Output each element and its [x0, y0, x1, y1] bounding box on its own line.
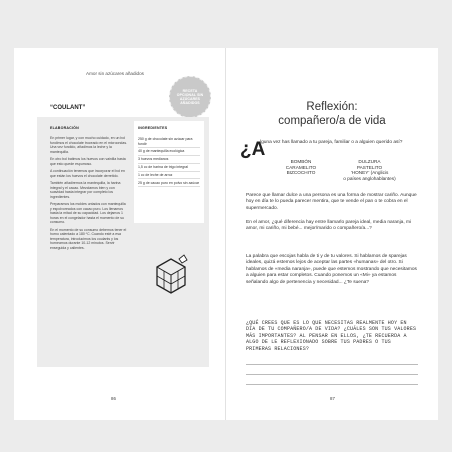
sweet-word: DULZURA [358, 159, 381, 164]
sweet-word: ‘HONEY’ (Anglicis [350, 170, 389, 175]
sweet-words-right [332, 159, 407, 181]
page-number: 87 [330, 396, 335, 401]
elaboration-paragraph: En primer lugar, y con mucho cuidado, en un bol fundimos el chocolate troceado en el microondas. Una vez fundido, añadimos la leche y la mantequilla. [50, 136, 128, 154]
answer-line [246, 364, 418, 365]
sugar-free-badge [169, 76, 211, 118]
elaboration-paragraph: En el momento de su consumo debemos tener el horno calentado a 180 ºC. Cuando esté a esa temperatura, introducimos los coulants y los horneamos durante 10-12 minutos. Servir enseguida y calientes. [50, 227, 127, 250]
book-spread [14, 48, 438, 420]
elaboration-paragraph: También añadiremos la mantequilla, la harina integral y el cacao. Mezclamos bien y con suavidad hasta integrar por completo los ingredientes. [50, 181, 121, 199]
recipe-box [37, 117, 209, 367]
left-page [14, 48, 226, 420]
answer-line [246, 374, 418, 375]
answer-line [246, 384, 418, 385]
badge-line: OPCIONAL SIN [176, 92, 204, 97]
sweet-word: BIZCOCHITO [286, 170, 316, 175]
sweet-word: PASTELITO [356, 164, 383, 170]
running-head: Amor sin azúcares añadidos [86, 71, 144, 76]
ingredient-item: 25 g de cacao puro en polvo sin azúcar [138, 179, 200, 187]
ingredient-item: 40 g de mantequilla ecológica [138, 148, 200, 156]
reflection-question: ¿QUÉ CREES QUE ES LO QUE NECESITAS REALMENTE HOY EN DÍA DE TU COMPAÑERO/A DE VIDA? ¿CUÁLES SON TUS VALORES MÁS IMPORTANTES? AL PENSAR EN ELLOS, ¿TE RECUERDA A ALGO DE LE REFLEXIONADO SOBRE TUS PADRES O TUS PRIMERAS RELACIONES? [246, 320, 417, 352]
lead-paragraph: lguna vez has llamado a tu pareja, familiar o a alguien querido así? [260, 140, 403, 145]
reflection-title [226, 101, 438, 128]
badge-line: AÑADIDOS [180, 101, 200, 106]
ingredients-list [138, 136, 200, 187]
badge-line: RECETA [182, 88, 198, 93]
ingredient-item: 1,5 cc de harina de trigo integral [138, 164, 200, 172]
body-paragraph: En el amor, ¿qué diferencia hay entre llamarlo pareja ideal, media naranja, mi amor, mi cariño, mi bebé... mejor/marido o compañero/a...? [246, 220, 412, 232]
elaboration-text [50, 136, 128, 253]
recipe-title: “COULANT” [50, 105, 86, 111]
elaboration-heading: ELABORACIÓN [50, 126, 79, 130]
badge-line: AZÚCARES [179, 97, 201, 101]
sweet-word: CARAMELITO [285, 164, 317, 170]
ingredients-heading: INGREDIENTES [138, 126, 168, 130]
title-line: compañero/a de vida [278, 114, 386, 127]
elaboration-paragraph: A continuación tenemos que incorporar el bol en que están los huevos el chocolate derretido. [50, 169, 125, 178]
sweet-words-left [266, 159, 336, 176]
right-page [226, 48, 438, 420]
sweet-word: BOMBÓN [290, 159, 312, 164]
ingredient-item: 3 huevos medianos [138, 156, 200, 164]
title-line: Reflexión: [306, 101, 358, 113]
chocolate-bar-icon [151, 253, 189, 297]
ingredient-item: 1 cc de leche de arroz [138, 172, 200, 180]
drop-cap: ¿A [240, 139, 266, 160]
body-paragraph: La palabra que escojas habla de ti y de tu valores. Si hablamos de sparejas ideales, quizá estemos lejos de aceptar las partes «humanas» del otro. Si hablamos de «media naranja», puede que estemos mostrando que necesitamos a alguien para estar completos. Cuando ponemos un «Mi» ya estamos señalando algo de pertenencia y necesidad... ¿Te suena? [246, 254, 417, 285]
sweet-word: o países anglohablantes) [343, 175, 396, 181]
ingredient-item: 250 g de chocolate sin azúcar para fundir [138, 136, 200, 148]
page-number: 86 [111, 396, 116, 401]
elaboration-paragraph: Preparamos los moldes untados con mantequilla y espolvoreados con cacao puro. Los llenamos hasta la mitad de su capacidad. Los dejamos 1 horas en el congelador hasta el momento de su consumo. [50, 202, 126, 224]
elaboration-paragraph: En otro bol batimos los huevos con vainilla hasta que esto quede espumoso. [50, 157, 126, 166]
body-paragraph: Parece que llamar dulce a una persona es una forma de mostrar cariño. Aunque hoy en día te lo pueda parecer mentira, que te vende el pan o te cobra en el supermercado. [246, 193, 417, 211]
